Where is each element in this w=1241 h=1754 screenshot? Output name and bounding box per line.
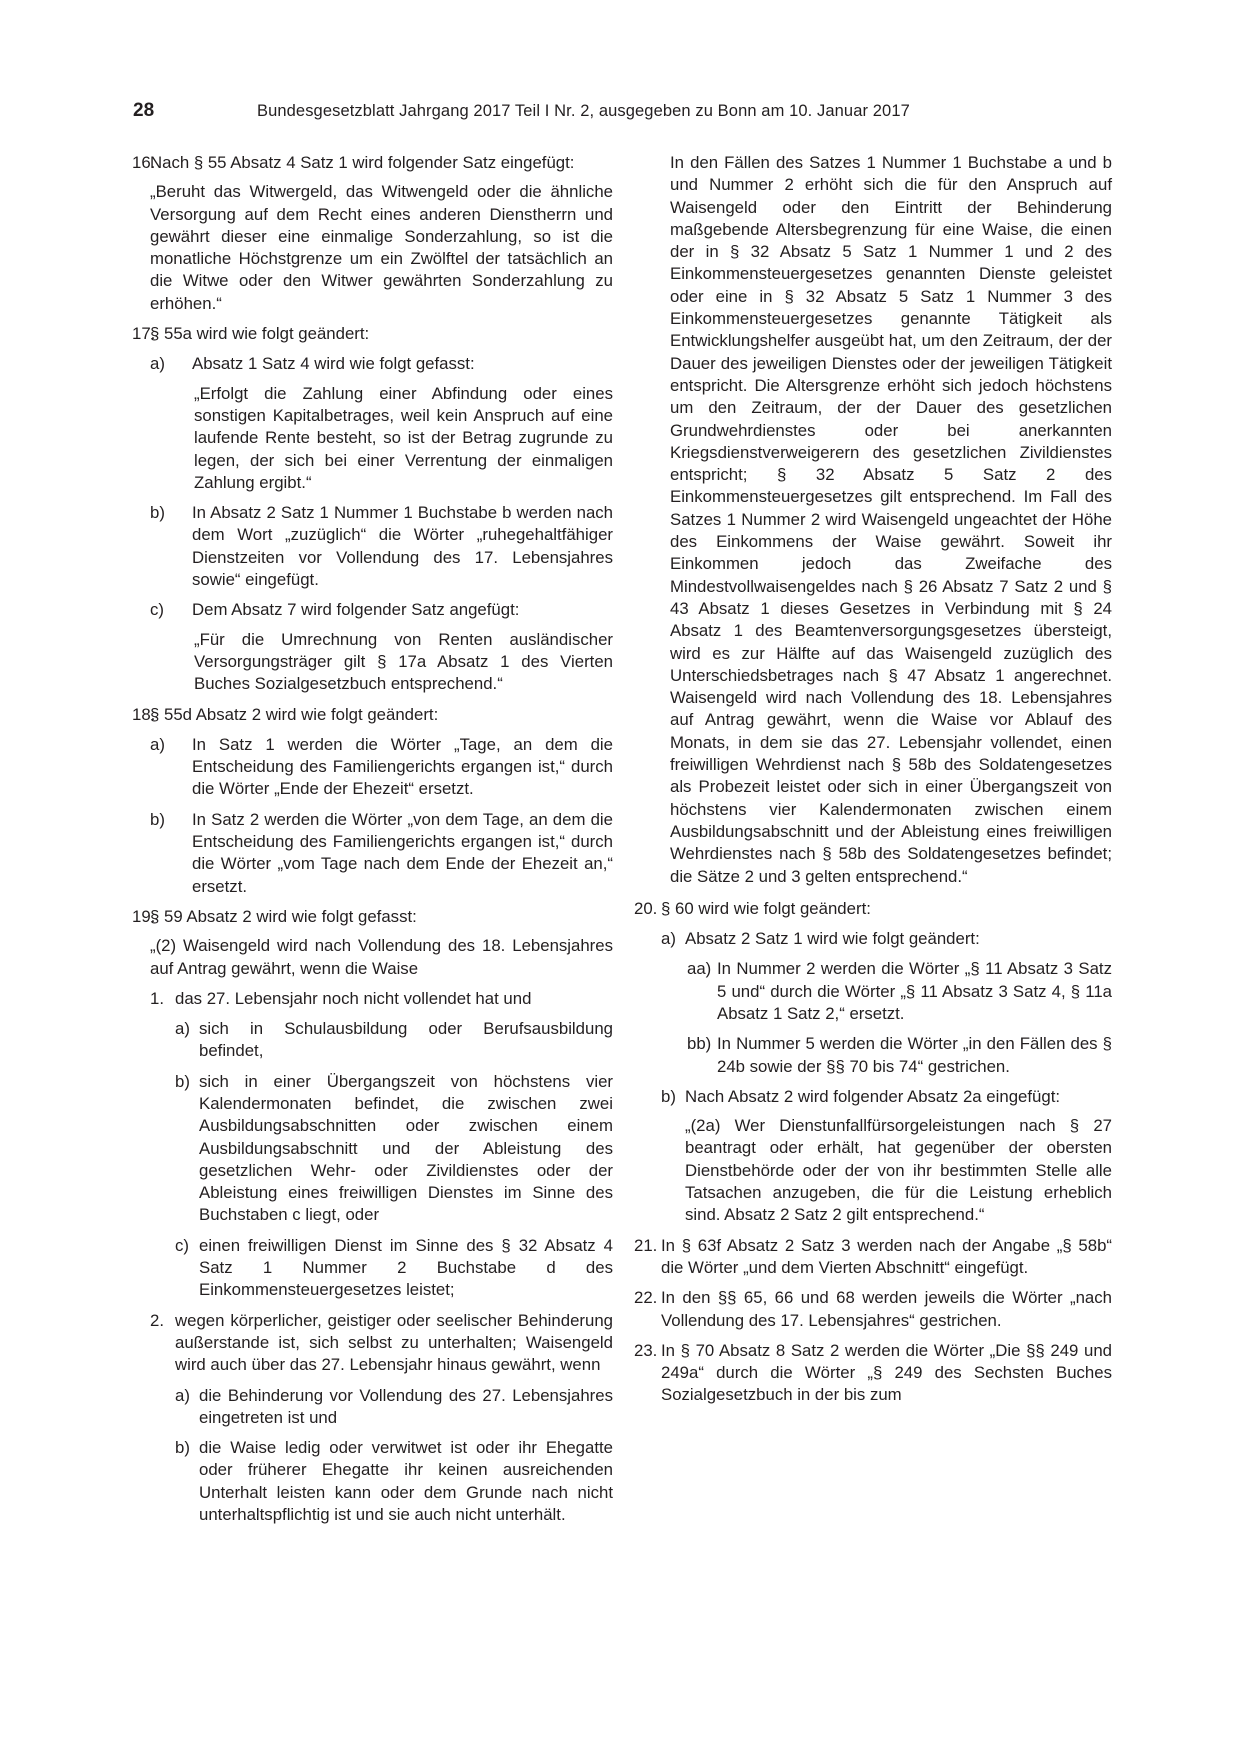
item-17c [150,599,613,695]
item-text: In § 70 Absatz 8 Satz 2 werden die Wörter „Die §§ 249 und 249a“ durch die Wörter „§ 249 des Sechsten Buches Sozialgesetzbuch in der bis zum [661,1340,1112,1405]
page-header [133,100,978,124]
item-text: Nach Absatz 2 wird folgender Absatz 2a eingefügt: [685,1086,1061,1106]
item-text: In Satz 2 werden die Wörter „von dem Tage, an dem die Entscheidung des Familiengerichts ergangen ist,“ durch die Wörter „vom Tage nach dem Ende der Ehezeit an,“ ersetzt. [192,809,613,896]
running-title: Bundesgesetzblatt Jahrgang 2017 Teil I Nr. 2, ausgegeben zu Bonn am 10. Januar 2017 [257,102,910,120]
item-19-2b [175,1437,613,1526]
item-19-2 [150,1310,613,1377]
item-20a-bb [687,1033,1112,1078]
item-23 [634,1340,1112,1407]
quote: „(2a) Wer Dienstunfallfürsorgeleistungen nach § 27 beantragt oder erhält, hat gegenüber der obersten Dienstbehörde oder der von ihr bestimmten Stelle alle Tatsachen anzugeben, die für die Leistung erheblich sind. Absatz 2 Satz 2 gilt entsprechend.“ [685,1116,1112,1225]
item-number: 16. [132,153,156,172]
item-text: sich in Schulausbildung oder Berufsausbildung befindet, [199,1019,613,1061]
item-text: Nach § 55 Absatz 4 Satz 1 wird folgender Satz eingefügt: [150,153,575,172]
sub-label: b) [661,1086,676,1106]
item-text: In Absatz 2 Satz 1 Nummer 1 Buchstabe b werden nach dem Wort „zuzüglich“ die Wörter „ruhegehaltfähiger Dienstzeiten vor Vollendung des 17. Lebensjahres sowie“ eingefügt. [192,503,613,590]
item-text: die Behinderung vor Vollendung des 27. Lebensjahres eingetreten ist und [199,1385,613,1427]
item-number: 23. [634,1340,658,1360]
item-number: 19. [132,906,156,926]
page-number: 28 [133,100,155,121]
item-text: § 60 wird wie folgt geändert: [661,898,871,918]
item-19-2a [175,1385,613,1430]
right-column [634,152,1112,1415]
item-text: § 55a wird wie folgt geändert: [150,324,370,344]
item-number: 18. [132,704,156,724]
item-19-1c [175,1235,613,1302]
item-text: In Nummer 5 werden die Wörter „in den Fällen des § 24b sowie der §§ 70 bis 74“ gestrichen. [717,1034,1112,1076]
item-text: § 55d Absatz 2 wird wie folgt geändert: [150,704,439,724]
item-16 [133,152,613,315]
item-text: Dem Absatz 7 wird folgender Satz angefügt: [192,600,520,620]
item-text: In Nummer 2 werden die Wörter „§ 11 Absatz 3 Satz 5 und“ durch die Wörter „§ 11 Absatz 3 Satz 4, § 11a Absatz 1 Satz 2,“ ersetzt. [717,959,1112,1023]
item-text: In Satz 1 werden die Wörter „Tage, an dem die Entscheidung des Familiengerichts ergangen ist,“ durch die Wörter „Ende der Ehezeit“ ersetzt. [192,734,613,799]
sub-label: 2. [150,1310,164,1330]
sub-label: bb) [687,1034,712,1054]
sub-label: a) [661,929,676,949]
item-text: das 27. Lebensjahr noch nicht vollendet hat und [175,988,532,1008]
item-18a [150,734,613,801]
item-text: In § 63f Absatz 2 Satz 3 werden nach der Angabe „§ 58b“ die Wörter „und dem Vierten Abschnitt“ eingefügt. [661,1235,1112,1277]
sub-label: b) [175,1071,190,1091]
item-text: In den §§ 65, 66 und 68 werden jeweils die Wörter „nach Vollendung des 17. Lebensjahres“ gestrichen. [661,1288,1112,1330]
item-text: die Waise ledig oder verwitwet ist oder ihr Ehegatte oder früherer Ehegatte ihr keinen ausreichenden Unterhalt leisten kann oder dem Grunde nach nicht unterhaltspflichtig ist und sie auch nicht unterhält. [199,1438,613,1525]
item-text: wegen körperlicher, geistiger oder seelischer Behinderung außerstande ist, sich selbst zu unterhalten; Waisengeld wird auch über das 27. Lebensjahr hinaus gewährt, wenn [175,1310,613,1375]
item-text: Absatz 1 Satz 4 wird wie folgt gefasst: [192,354,475,374]
item-text: einen freiwilligen Dienst im Sinne des § 32 Absatz 4 Satz 1 Nummer 2 Buchstabe d des Einkommensteuergesetzes leistet; [199,1235,613,1300]
quote: „Für die Umrechnung von Renten ausländischer Versorgungsträger gilt § 17a Absatz 1 des Vierten Buches Sozialgesetzbuch entsprechend.“ [194,629,613,694]
sub-label: b) [175,1438,190,1458]
item-20a [661,928,1112,950]
item-17b [150,502,613,591]
left-column [133,152,613,1534]
item-20a-aa [687,958,1112,1025]
item-19-1 [150,988,613,1010]
quote: „Beruht das Witwergeld, das Witwengeld oder die ähnliche Versorgung auf dem Recht eines anderen Dienstherrn und gewährt dieser eine einmalige Sonderzahlung, so ist die monatliche Höchstgrenze um ein Zwölftel der tatsächlich an die Witwe oder den Witwer gewährten Sonderzahlung zu erhöhen.“ [150,182,613,313]
quote: „Erfolgt die Zahlung einer Abfindung oder eines sonstigen Kapitalbetrages, weil kein Anspruch auf eine laufende Rente besteht, so ist der Betrag zugrunde zu legen, der sich bei einer Verrentung der einmaligen Zahlung ergibt.“ [194,383,613,492]
item-20b [661,1086,1112,1227]
item-number: 20. [634,898,658,918]
item-number: 22. [634,1288,658,1308]
sub-label: a) [175,1385,190,1405]
continued-paragraph: In den Fällen des Satzes 1 Nummer 1 Buchstabe a und b und Nummer 2 erhöht sich die für den Anspruch auf Waisengeld oder den Eintritt der Behinderung maßgebende Altersbegrenzung für eine Waise, die einen der in § 32 Absatz 5 Satz 1 Nummer 1 und 2 des Einkommensteuergesetzes genannten Dienste geleistet oder eine in § 32 Absatz 5 Satz 1 Nummer 3 des Einkommensteuergesetzes genannte Tätigkeit als Entwicklungshelfer ausgeübt hat, um den Zeitraum, der der Dauer des jeweiligen Dienstes oder der jeweiligen Tätigkeit entspricht. Die Altersgrenze erhöht sich jedoch höchstens um den Zeitraum, der der Dauer des gesetzlichen Grundwehrdienstes oder bei anerkannten Kriegsdienstverweigerern des gesetzlichen Zivildienstes entspricht; § 32 Absatz 5 Satz 2 des Einkommensteuergesetzes gilt entsprechend. Im Fall des Satzes 1 Nummer 2 wird Waisengeld ungeachtet der Höhe des Einkommens der Waise gewährt. Soweit ihr Einkommen jedoch das Zweifache des Mindestvollwaisengeldes nach § 26 Absatz 7 Satz 2 und § 43 Absatz 1 dieses Gesetzes in Verbindung mit § 24 Absatz 1 des Beamtenversorgungsgesetzes übersteigt, wird es zur Hälfte auf das Waisengeld zuzüglich des Unterschiedsbetrages nach § 47 Absatz 1 angerechnet. Waisengeld wird nach Vollendung des 18. Lebensjahres auf Antrag gewährt, wenn die Waise vor Ablauf des Monats, in dem sie das 27. Lebensjahr vollendet, einen freiwilligen Wehrdienst nach § 58b des Soldatengesetzes als Probezeit leistet oder sich in einer Übergangszeit von höchstens vier Kalendermonaten zwischen einem Ausbildungsabschnitt und der Ableistung eines freiwilligen Wehrdienstes nach § 58b des Soldatengesetzes befindet; die Sätze 2 und 3 gelten entsprechend.“ [670,153,1112,886]
sub-label: b) [150,503,165,523]
item-18b [150,809,613,898]
sub-label: aa) [687,959,712,979]
sub-label: a) [150,354,165,374]
sub-label: b) [150,809,165,829]
item-22 [634,1287,1112,1332]
sub-label: c) [150,600,164,620]
item-21 [634,1235,1112,1280]
item-number: 21. [634,1235,658,1255]
item-18 [133,704,613,726]
item-20 [634,898,1112,920]
item-text: § 59 Absatz 2 wird wie folgt gefasst: [150,906,417,926]
item-17a [150,353,613,494]
quote: „(2) Waisengeld wird nach Vollendung des 18. Lebensjahres auf Antrag gewährt, wenn die Waise [150,936,613,978]
sub-label: c) [175,1235,189,1255]
sub-label: 1. [150,988,164,1008]
item-17 [133,323,613,345]
item-text: Absatz 2 Satz 1 wird wie folgt geändert: [685,929,980,949]
item-number: 17. [132,324,156,344]
item-19-1a [175,1018,613,1063]
sub-label: a) [175,1019,190,1039]
item-text: sich in einer Übergangszeit von höchstens vier Kalendermonaten befindet, die zwischen zwei Ausbildungsabschnitten oder zwischen einem Ausbildungsabschnitt und der Ableistung des gesetzlichen Wehr- oder Zivildienstes oder der Ableistung eines freiwilligen Dienstes im Sinne des Buchstaben c liegt, oder [199,1071,613,1225]
item-19 [133,906,613,980]
item-19-1b [175,1071,613,1227]
sub-label: a) [150,734,165,754]
